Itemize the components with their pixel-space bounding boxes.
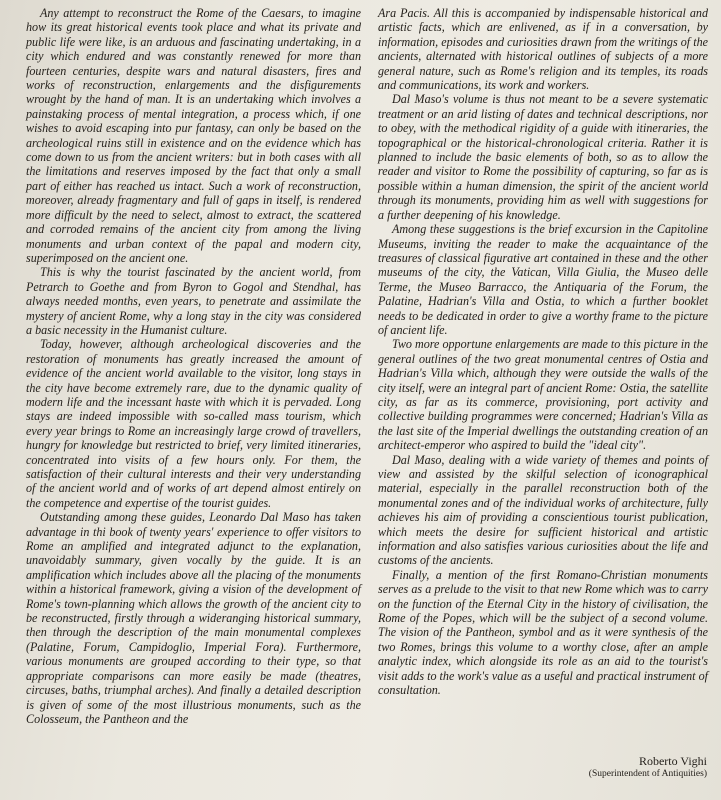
paragraph: Two more opportune enlargements are made to this picture in the general outlines of the two great monumental centres of Ostia and Hadrian's Villa which, although they were outside the walls of the city itself, were an integral part of ancient Rome: Ostia, the satellite city, as far as its commerce, provisioning, port activity and collective building programmes were concerned; Hadrian's Villa as the last site of the Imperial dwellings the outstanding creation of an architect-emperor who aspired to build the "ideal city". <box>378 337 708 453</box>
author-name: Roberto Vighi <box>638 754 707 768</box>
paragraph: Dal Maso, dealing with a wide variety of themes and points of view and assisted by the skilful selection of iconographical material, especially in the parallel reconstruction both of the monumental zones and of the individual works of architecture, fully achieves his aim of providing a conscientious tourist publication, which meets the desire for sufficient historical and artistic information and also satisfies various curiosities about the life and customs of the ancients. <box>378 452 708 568</box>
paragraph: Today, however, although archeological discoveries and the restoration of monuments has greatly increased the amount of evidence of the ancient world available to the visitor, long stays in the city have become extremely rare, due to the dynamic quality of modern life and the incessant haste with which it is pervaded. Long stays are indeed impossible with so-called mass tourism, which every year brings to Rome an increasingly large crowd of travellers, hungry for knowledge but restricted to brief, very limited itineraries, concentrated into visits of a few hours only. For them, the satisfaction of their cultural interests and their very understanding of the ancient world and of works of art depend almost entirely on the competence and expertise of the tourist guides. <box>26 337 361 510</box>
paragraph: Finally, a mention of the first Romano-Christian monuments serves as a prelude to the visit to that new Rome which was to carry on the function of the Eternal City in the history of civilisation, the Rome of the Popes, which will be the subject of a second volume. The vision of the Pantheon, symbol and as it were synthesis of the two Romes, brings this volume to a worthy close, after an ample analytic index, which alongside its role as an aid to the tourist's visit adds to the work's value as a useful and practical instrument of consultation. <box>378 567 708 698</box>
text-column-left <box>26 6 361 726</box>
text-column-right <box>378 6 708 698</box>
paragraph: Among these suggestions is the brief excursion in the Capitoline Museums, inviting the reader to make the acquaintance of the treasures of classical figurative art contained in these and the other museums of the city, the Vatican, Villa Giulia, the Museo delle Terme, the Museo Barracco, the Antiquaria of the Forum, the Palatine, Hadrian's Villa and Ostia, to which a further booklet needs to be dedicated in order to give a worthy frame to the picture of ancient life. <box>378 222 708 337</box>
paragraph: This is why the tourist fascinated by the ancient world, from Petrarch to Goethe and from Byron to Gogol and Stendhal, has always needed months, even years, to penetrate and assimilate the mystery of ancient Rome, why a long stay in the city was considered a basic necessity in the Humanist culture. <box>26 265 361 337</box>
author-title: (Superintendent of Antiquities) <box>588 769 707 779</box>
author-signature <box>589 754 707 780</box>
paragraph: Any attempt to reconstruct the Rome of the Caesars, to imagine how its great historical events took place and what its private and public life were like, is an arduous and fascinating undertaking, in a city which endured and was constantly renewed for more than fourteen centuries, despite wars and natural disasters, fires and works of reconstruction, enlargements and the disfigurements wrought by the hand of man. It is an undertaking which involves a painstaking process of mental integration, a process which, if one wishes to avoid escaping into pur fantasy, can only be based on the archeological ruins still in existence and on the evidence which has come down to us from the ancient writers: but in both cases with all the limitations and reserves imposed by the fact that only a small part of either has reached us intact. Such a work of reconstruction, moreover, already fragmentary and full of gaps in itself, is rendered more difficult by the need to select, almost to extract, the scattered and corroded remains of the ancient city from among the living monuments and urban context of the papal and modern city, superimposed on the ancient one. <box>26 6 361 265</box>
paragraph: Outstanding among these guides, Leonardo Dal Maso has taken advantage in thi book of twenty years' experience to offer visitors to Rome an amplified and integrated adjunct to the explanation, unavoidably summary, given vocally by the guide. It is an amplification which includes above all the placing of the monuments within a historical framework, giving a vision of the development of Rome's town-planning which allows the growth of the ancient city to be reconstructed, firstly through a wideranging historical summary, then through the description of the main monumental complexes (Palatine, Forum, Campidoglio, Imperial Fora). Furthermore, various monuments are grouped according to their type, so that appropriate comparisons can more easily be made (theatres, circuses, baths, triumphal arches). And finally a detailed description is given of some of the most illustrious monuments, such as the Colosseum, the Pantheon and the <box>26 510 361 726</box>
paragraph-continuation: Ara Pacis. All this is accompanied by indispensable historical and artistic facts, which are enlivened, as if in a conversation, by information, episodes and curiosities drawn from the writings of the ancients, alternated with historical outlines of subjects of a more general nature, such as Rome's religion and its temples, its roads and communications, its work and workers. <box>378 6 708 93</box>
paragraph: Dal Maso's volume is thus not meant to be a severe systematic treatment or an arid listing of dates and technical descriptions, nor to obey, with the methodical rigidity of a guide with itineraries, the topographical or the historical-chronological criteria. Rather it is planned to include the basic elements of both, so as to allow the reader and visitor to Rome the possibility of capturing, so far as is possible within a human dimension, the spirit of the ancient world through its monuments, providing him as well with suggestions for a further deepening of his knowledge. <box>378 92 708 222</box>
